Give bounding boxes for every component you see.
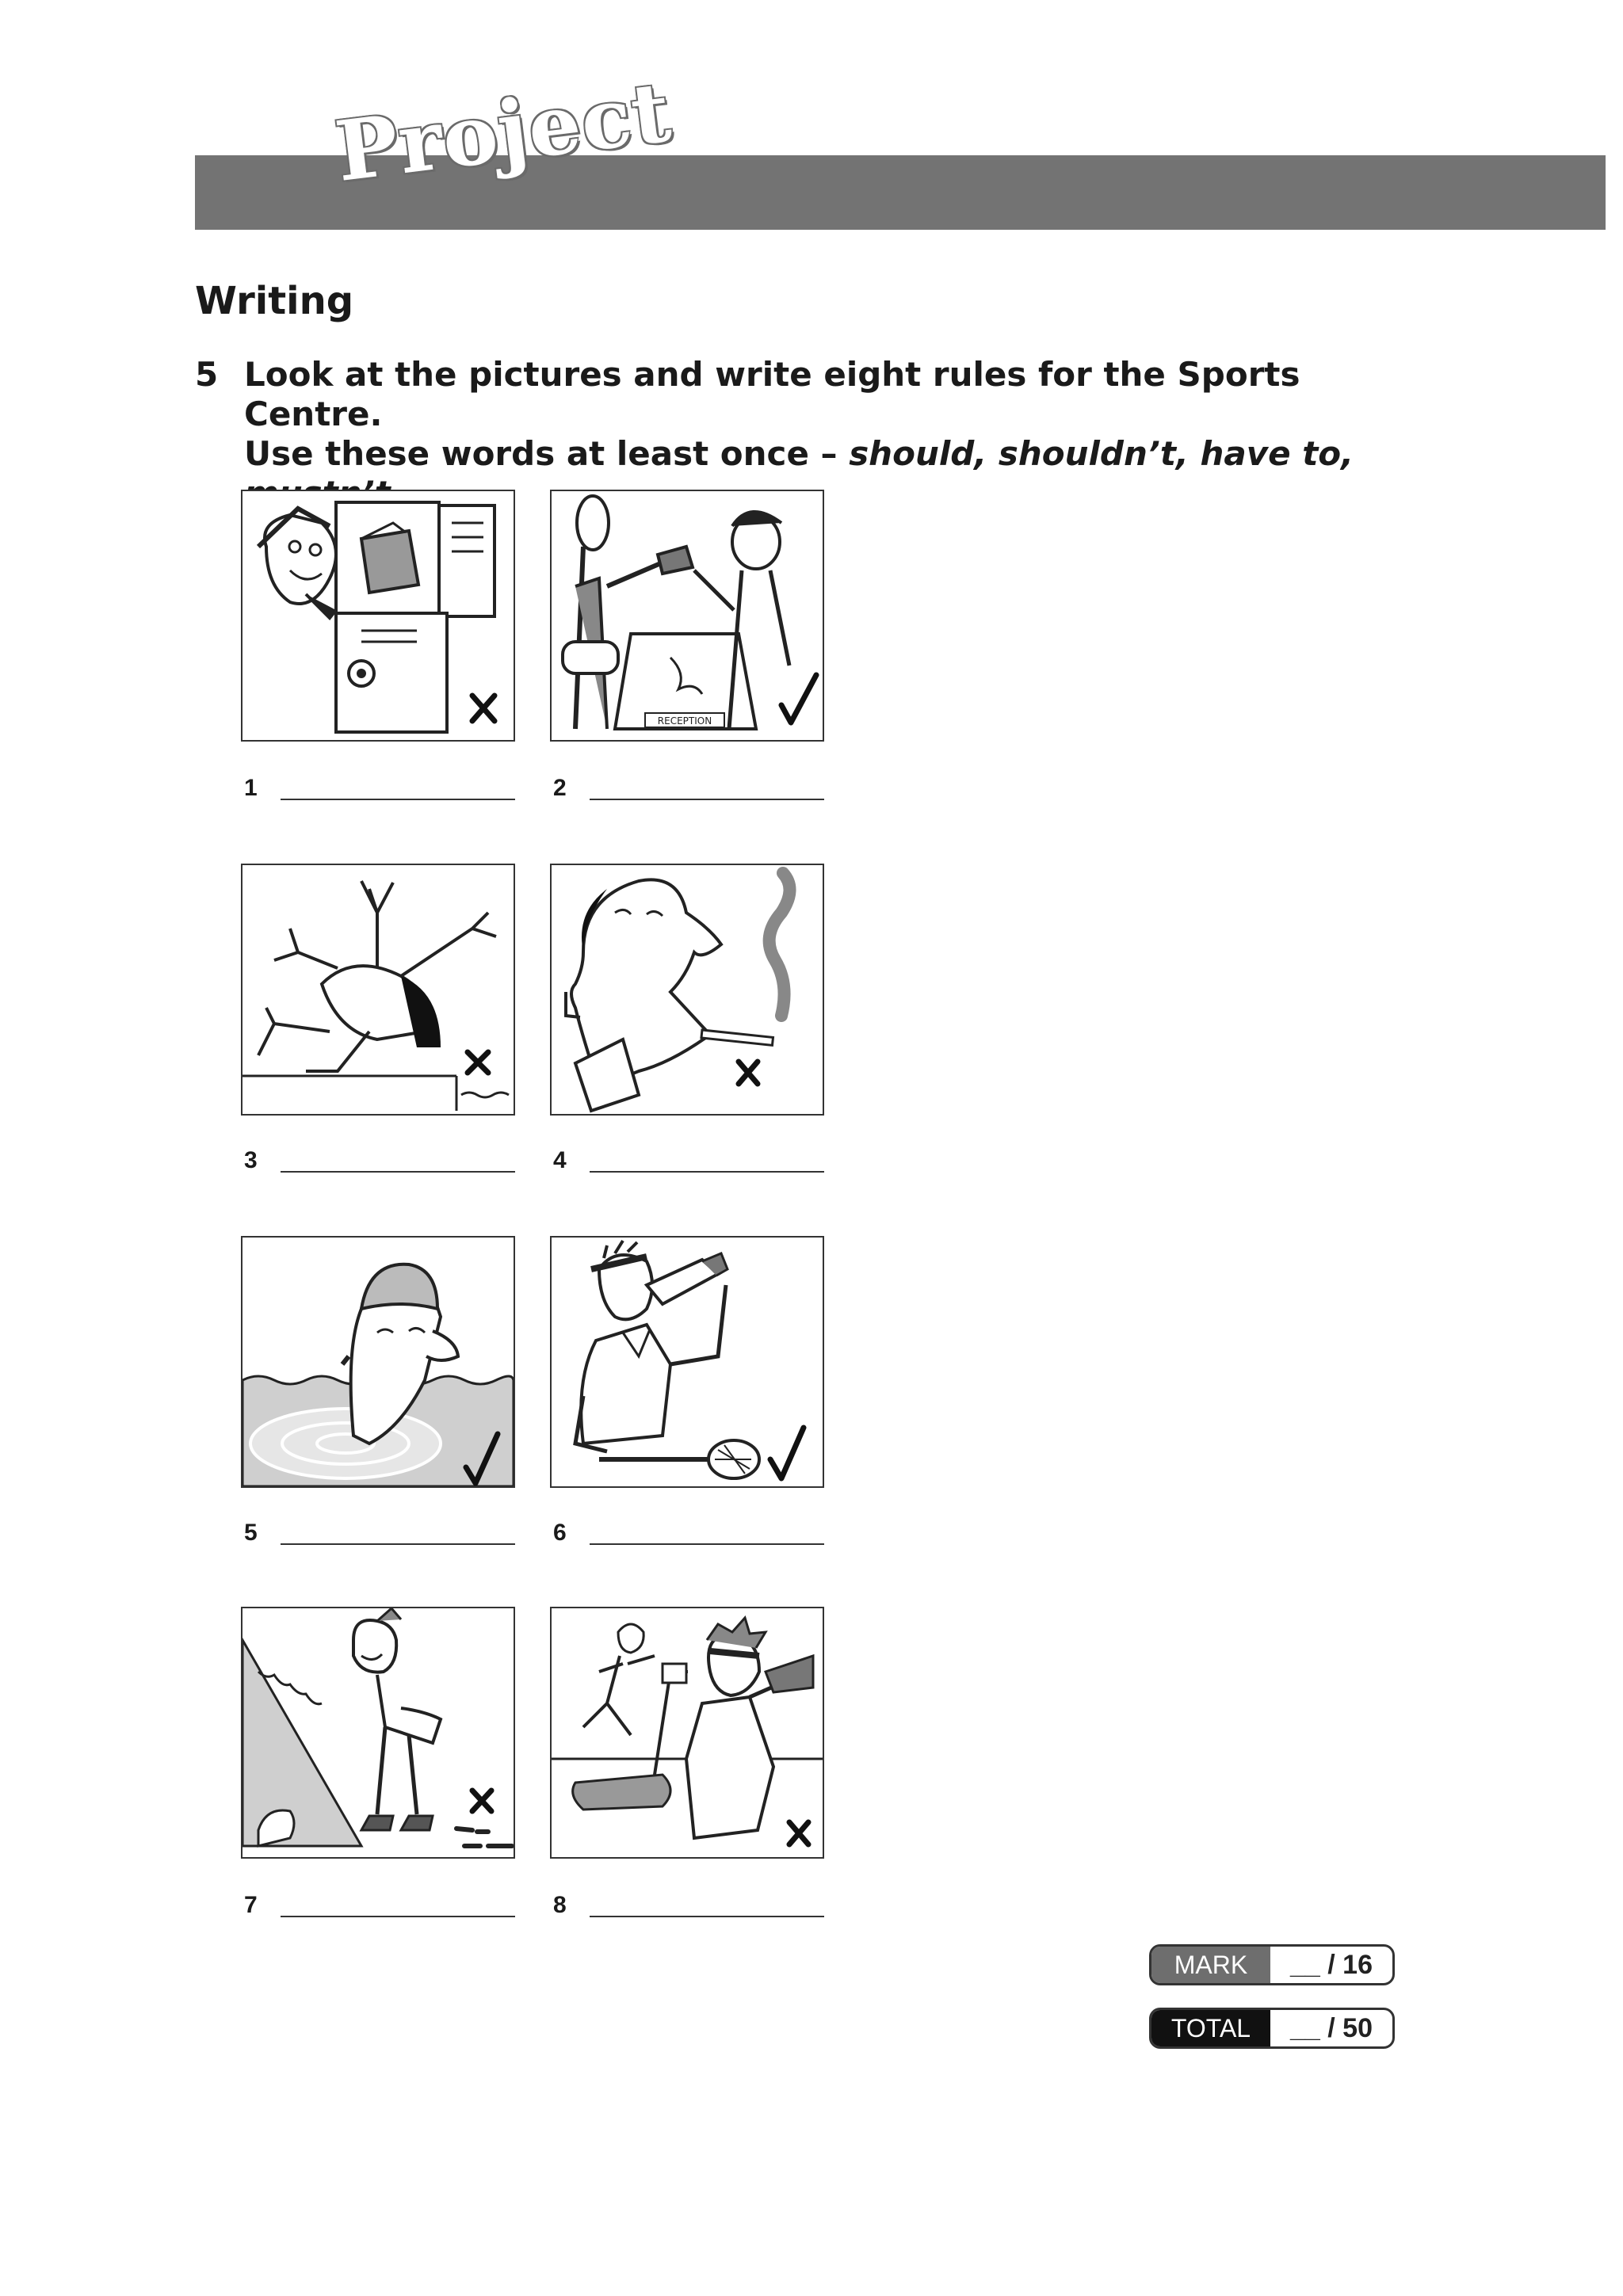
writing-line[interactable]: [281, 1916, 515, 1917]
picture-panel-1: [241, 490, 515, 742]
section-heading: Writing: [195, 279, 354, 323]
locker-illustration: [242, 491, 514, 740]
answer-line-3[interactable]: [244, 1147, 529, 1179]
mark-score-box: [1149, 1944, 1395, 1985]
instruction-prefix: Use these words at least once –: [244, 434, 850, 473]
mark-value[interactable]: __ / 16: [1290, 1949, 1373, 1980]
answer-line-4[interactable]: [553, 1147, 838, 1179]
answer-number: 3: [244, 1147, 258, 1173]
answer-line-2[interactable]: [553, 775, 838, 807]
eating-in-gym-illustration: [552, 1608, 823, 1857]
answer-number: 2: [553, 775, 567, 801]
picture-panel-4: [550, 864, 824, 1116]
total-value[interactable]: __ / 50: [1290, 2012, 1373, 2043]
picture-panel-5: [241, 1236, 515, 1488]
mark-label: MARK: [1151, 1947, 1270, 1983]
writing-line[interactable]: [281, 1543, 515, 1545]
reception-illustration: [552, 491, 823, 740]
writing-line[interactable]: [590, 799, 824, 800]
writing-line[interactable]: [590, 1916, 824, 1917]
picture-panel-8: [550, 1607, 824, 1859]
exercise-number: 5: [195, 355, 219, 394]
smoking-illustration: [552, 865, 823, 1114]
answer-line-8[interactable]: [553, 1892, 838, 1924]
answer-number: 7: [244, 1892, 258, 1918]
instruction-line-2: [244, 434, 1431, 474]
answer-line-7[interactable]: [244, 1892, 529, 1924]
poolside-shoes-illustration: [242, 1608, 514, 1857]
answer-line-5[interactable]: [244, 1520, 529, 1551]
page-title: Project: [330, 63, 677, 201]
diving-illustration: [242, 865, 514, 1114]
answer-line-1[interactable]: [244, 775, 529, 807]
writing-line[interactable]: [590, 1171, 824, 1173]
answer-number: 1: [244, 775, 258, 801]
writing-line[interactable]: [281, 799, 515, 800]
picture-panel-7: [241, 1607, 515, 1859]
answer-number: 6: [553, 1520, 567, 1546]
total-label: TOTAL: [1151, 2010, 1270, 2046]
answer-number: 5: [244, 1520, 258, 1546]
answer-number: 8: [553, 1892, 567, 1918]
picture-panel-3: [241, 864, 515, 1116]
instruction-line-1: Look at the pictures and write eight rules for the Sports Centre.: [244, 355, 1300, 433]
writing-line[interactable]: [590, 1543, 824, 1545]
instruction-words: should, shouldn’t, have to,: [849, 434, 1354, 473]
answer-line-6[interactable]: [553, 1520, 838, 1551]
total-score-box: [1149, 2008, 1395, 2049]
swimming-cap-illustration: [242, 1238, 514, 1486]
answer-number: 4: [553, 1147, 567, 1173]
drinking-illustration: [552, 1238, 823, 1486]
picture-panel-6: [550, 1236, 824, 1488]
svg-text:RECEPTION: RECEPTION: [657, 715, 712, 727]
writing-line[interactable]: [281, 1171, 515, 1173]
picture-panel-2: [550, 490, 824, 742]
